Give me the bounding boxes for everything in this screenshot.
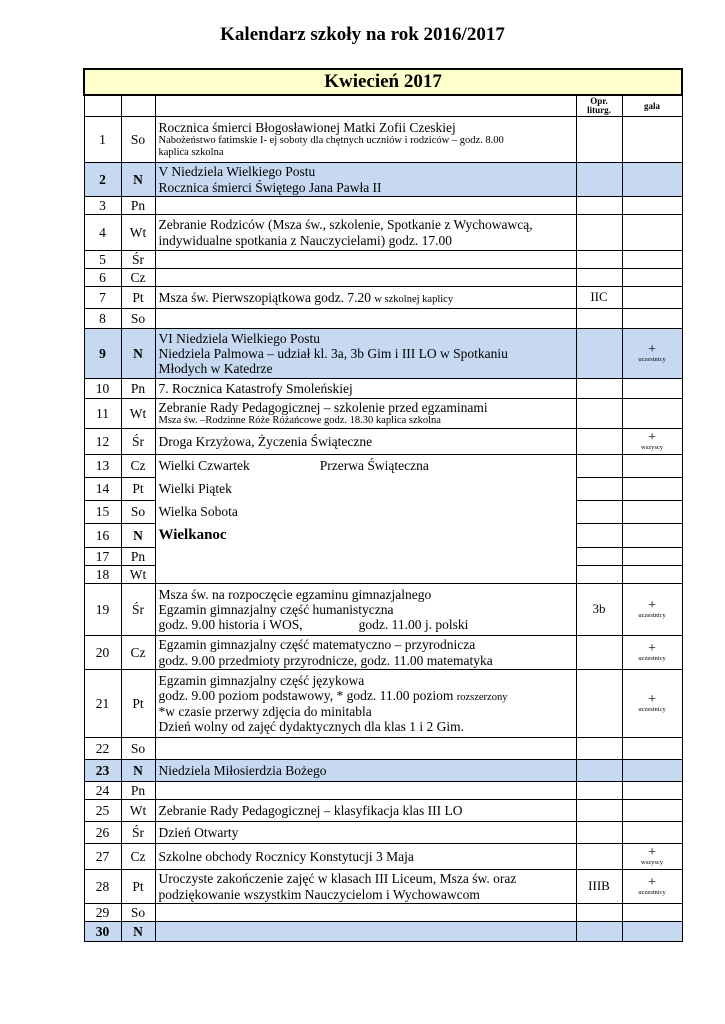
- day-of-week: Wt: [121, 215, 155, 251]
- event-description: [155, 922, 576, 942]
- day-of-week: Cz: [121, 844, 155, 870]
- month-header-row: [84, 69, 682, 95]
- table-row: [84, 478, 682, 501]
- day-of-week: Cz: [121, 636, 155, 670]
- event-description: Droga Krzyżowa, Życzenia Świąteczne: [155, 429, 576, 455]
- gala-cell: [622, 117, 682, 163]
- opr-cell: [576, 738, 622, 760]
- opr-cell: [576, 524, 622, 548]
- table-row: [84, 269, 682, 287]
- day-number: 23: [84, 760, 121, 782]
- table-row: [84, 670, 682, 738]
- day-number: 5: [84, 251, 121, 269]
- day-of-week: Pn: [121, 197, 155, 215]
- gala-cell: [622, 215, 682, 251]
- day-of-week: N: [121, 760, 155, 782]
- opr-cell: [576, 904, 622, 922]
- day-of-week: Pn: [121, 548, 155, 566]
- opr-cell: [576, 215, 622, 251]
- day-number: 13: [84, 455, 121, 478]
- month-title: Kwiecień 2017: [84, 69, 682, 95]
- opr-cell: [576, 548, 622, 566]
- day-of-week: Pt: [121, 478, 155, 501]
- day-number: 29: [84, 904, 121, 922]
- table-row: [84, 287, 682, 309]
- table-row: [84, 584, 682, 636]
- event-description: Zebranie Rady Pedagogicznej – szkolenie przed egzaminami Msza św. –Rodzinne Róże Różańcowe godz. 18.30 kaplica szkolna: [155, 399, 576, 429]
- gala-note: wszyscy: [641, 859, 664, 867]
- day-number: 19: [84, 584, 121, 636]
- gala-cell: [622, 269, 682, 287]
- event-description: [155, 251, 576, 269]
- day-number: 10: [84, 379, 121, 399]
- event-description: Niedziela Miłosierdzia Bożego: [155, 760, 576, 782]
- day-number: 9: [84, 329, 121, 379]
- table-row: [84, 399, 682, 429]
- day-number: 14: [84, 478, 121, 501]
- gala-cell: [622, 566, 682, 584]
- table-row: [84, 117, 682, 163]
- day-number: 8: [84, 309, 121, 329]
- opr-cell: [576, 670, 622, 738]
- calendar-table: [83, 68, 683, 942]
- opr-header: Opr. liturg.: [576, 95, 622, 117]
- table-row: [84, 800, 682, 822]
- day-number: 25: [84, 800, 121, 822]
- dow-header: [121, 95, 155, 117]
- day-number: 24: [84, 782, 121, 800]
- table-row: [84, 760, 682, 782]
- table-row: [84, 548, 682, 566]
- table-row: [84, 524, 682, 548]
- day-number: 2: [84, 163, 121, 197]
- event-description: Wielki Czwartek Przerwa Świąteczna: [155, 455, 576, 478]
- day-of-week: Pn: [121, 782, 155, 800]
- gala-cell: [622, 738, 682, 760]
- opr-cell: [576, 501, 622, 524]
- plus-mark: +: [648, 429, 656, 445]
- plus-mark: +: [648, 691, 656, 707]
- gala-cell: [622, 329, 682, 379]
- column-header-row: [84, 95, 682, 117]
- day-of-week: Śr: [121, 251, 155, 269]
- opr-cell: [576, 760, 622, 782]
- day-number: 7: [84, 287, 121, 309]
- gala-cell: [622, 429, 682, 455]
- table-row: [84, 197, 682, 215]
- day-number: 20: [84, 636, 121, 670]
- gala-cell: [622, 524, 682, 548]
- opr-cell: [576, 782, 622, 800]
- day-of-week: So: [121, 117, 155, 163]
- event-description: Rocznica śmierci Błogosławionej Matki Zofii Czeskiej Nabożeństwo fatimskie I- ej soboty dla chętnych uczniów i rodziców – godz. 8.00 kaplica szkolna: [155, 117, 576, 163]
- event-description: [155, 548, 576, 566]
- plus-mark: +: [648, 341, 656, 357]
- event-description: Szkolne obchody Rocznicy Konstytucji 3 Maja: [155, 844, 576, 870]
- day-number: 16: [84, 524, 121, 548]
- day-number: 4: [84, 215, 121, 251]
- day-of-week: Wt: [121, 399, 155, 429]
- gala-cell: [622, 548, 682, 566]
- event-description: Msza św. Pierwszopiątkowa godz. 7.20 w szkolnej kaplicy: [155, 287, 576, 309]
- day-of-week: Pt: [121, 287, 155, 309]
- gala-cell: [622, 501, 682, 524]
- event-description: [155, 269, 576, 287]
- event-description: Egzamin gimnazjalny część matematyczno – przyrodnicza godz. 9.00 przedmioty przyrodnicze, godz. 11.00 matematyka: [155, 636, 576, 670]
- day-of-week: N: [121, 524, 155, 548]
- event-description: [155, 309, 576, 329]
- gala-cell: [622, 309, 682, 329]
- table-row: [84, 904, 682, 922]
- table-row: [84, 844, 682, 870]
- table-row: [84, 566, 682, 584]
- opr-cell: [576, 566, 622, 584]
- page-title: Kalendarz szkoły na rok 2016/2017: [220, 24, 505, 45]
- day-of-week: Cz: [121, 455, 155, 478]
- opr-cell: [576, 800, 622, 822]
- gala-cell: [622, 478, 682, 501]
- day-number: 21: [84, 670, 121, 738]
- day-number: 12: [84, 429, 121, 455]
- day-number: 3: [84, 197, 121, 215]
- day-of-week: Śr: [121, 429, 155, 455]
- event-description: Msza św. na rozpoczęcie egzaminu gimnazjalnego Egzamin gimnazjalny część humanistyczna godz. 9.00 historia i WOS, godz. 11.00 j. polski: [155, 584, 576, 636]
- day-number: 1: [84, 117, 121, 163]
- day-number: 18: [84, 566, 121, 584]
- gala-note: uczestnicy: [638, 612, 666, 620]
- gala-cell: [622, 800, 682, 822]
- opr-cell: IIC: [576, 287, 622, 309]
- gala-cell: [622, 782, 682, 800]
- day-header: [84, 95, 121, 117]
- event-description: Egzamin gimnazjalny część językowa godz. 9.00 poziom podstawowy, * godz. 11.00 poziom rozszerzony *w czasie przerwy zdjęcia do minitabla Dzień wolny od zajęć dydaktycznych dla klas 1 i 2 Gim.: [155, 670, 576, 738]
- table-row: [84, 251, 682, 269]
- day-number: 11: [84, 399, 121, 429]
- event-description: 7. Rocznica Katastrofy Smoleńskiej: [155, 379, 576, 399]
- event-description: Zebranie Rady Pedagogicznej – klasyfikacja klas III LO: [155, 800, 576, 822]
- opr-cell: [576, 309, 622, 329]
- day-of-week: So: [121, 501, 155, 524]
- opr-cell: [576, 922, 622, 942]
- day-of-week: N: [121, 163, 155, 197]
- gala-cell: [622, 760, 682, 782]
- plus-mark: +: [648, 874, 656, 890]
- gala-note: wszyscy: [641, 444, 664, 452]
- day-number: 30: [84, 922, 121, 942]
- plus-mark: +: [648, 597, 656, 613]
- gala-cell: [622, 197, 682, 215]
- table-row: [84, 455, 682, 478]
- day-of-week: N: [121, 922, 155, 942]
- gala-cell: [622, 844, 682, 870]
- gala-note: uczestnicy: [638, 655, 666, 663]
- gala-cell: [622, 584, 682, 636]
- gala-header: gala: [622, 95, 682, 117]
- opr-cell: [576, 844, 622, 870]
- opr-cell: [576, 822, 622, 844]
- gala-cell: [622, 287, 682, 309]
- gala-cell: [622, 822, 682, 844]
- opr-cell: IIIB: [576, 870, 622, 904]
- table-row: [84, 870, 682, 904]
- day-number: 27: [84, 844, 121, 870]
- day-number: 28: [84, 870, 121, 904]
- event-description: Zebranie Rodziców (Msza św., szkolenie, Spotkanie z Wychowawcą, indywidualne spotkania z Nauczycielami) godz. 17.00: [155, 215, 576, 251]
- gala-cell: [622, 399, 682, 429]
- gala-cell: [622, 251, 682, 269]
- day-number: 6: [84, 269, 121, 287]
- table-row: [84, 329, 682, 379]
- day-of-week: Wt: [121, 566, 155, 584]
- table-row: [84, 379, 682, 399]
- day-of-week: Pt: [121, 870, 155, 904]
- event-description: [155, 782, 576, 800]
- gala-cell: [622, 904, 682, 922]
- opr-cell: [576, 636, 622, 670]
- day-of-week: Wt: [121, 800, 155, 822]
- gala-note: uczestnicy: [638, 356, 666, 364]
- gala-cell: [622, 163, 682, 197]
- opr-cell: [576, 429, 622, 455]
- table-row: [84, 429, 682, 455]
- event-description: Wielkanoc: [155, 524, 576, 548]
- event-description: Wielka Sobota: [155, 501, 576, 524]
- day-of-week: Cz: [121, 269, 155, 287]
- day-of-week: Śr: [121, 584, 155, 636]
- gala-cell: [622, 455, 682, 478]
- opr-cell: [576, 269, 622, 287]
- event-description: [155, 197, 576, 215]
- gala-cell: [622, 670, 682, 738]
- event-description: [155, 738, 576, 760]
- day-of-week: So: [121, 738, 155, 760]
- day-number: 17: [84, 548, 121, 566]
- gala-note: uczestnicy: [638, 706, 666, 714]
- day-of-week: Śr: [121, 822, 155, 844]
- gala-cell: [622, 870, 682, 904]
- opr-cell: 3b: [576, 584, 622, 636]
- day-of-week: So: [121, 904, 155, 922]
- gala-note: uczestnicy: [638, 889, 666, 897]
- opr-cell: [576, 251, 622, 269]
- opr-cell: [576, 329, 622, 379]
- opr-cell: [576, 163, 622, 197]
- event-header: [155, 95, 576, 117]
- opr-cell: [576, 197, 622, 215]
- event-description: Uroczyste zakończenie zajęć w klasach III Liceum, Msza św. oraz podziękowanie wszystkim Nauczycielom i Wychowawcom: [155, 870, 576, 904]
- event-description: [155, 566, 576, 584]
- gala-cell: [622, 636, 682, 670]
- day-number: 26: [84, 822, 121, 844]
- plus-mark: +: [648, 640, 656, 656]
- table-row: [84, 215, 682, 251]
- gala-cell: [622, 922, 682, 942]
- opr-cell: [576, 379, 622, 399]
- opr-cell: [576, 117, 622, 163]
- day-of-week: So: [121, 309, 155, 329]
- event-description: [155, 904, 576, 922]
- table-row: [84, 636, 682, 670]
- table-row: [84, 922, 682, 942]
- table-row: [84, 738, 682, 760]
- day-of-week: Pn: [121, 379, 155, 399]
- table-row: [84, 501, 682, 524]
- table-row: [84, 309, 682, 329]
- event-description: V Niedziela Wielkiego Postu Rocznica śmierci Świętego Jana Pawła II: [155, 163, 576, 197]
- gala-cell: [622, 379, 682, 399]
- opr-cell: [576, 399, 622, 429]
- day-number: 15: [84, 501, 121, 524]
- day-number: 22: [84, 738, 121, 760]
- event-description: Dzień Otwarty: [155, 822, 576, 844]
- day-of-week: N: [121, 329, 155, 379]
- table-row: [84, 782, 682, 800]
- event-description: VI Niedziela Wielkiego Postu Niedziela Palmowa – udział kl. 3a, 3b Gim i III LO w Spotkaniu Młodych w Katedrze: [155, 329, 576, 379]
- opr-cell: [576, 478, 622, 501]
- plus-mark: +: [648, 844, 656, 860]
- opr-cell: [576, 455, 622, 478]
- day-of-week: Pt: [121, 670, 155, 738]
- table-row: [84, 163, 682, 197]
- table-row: [84, 822, 682, 844]
- event-description: Wielki Piątek: [155, 478, 576, 501]
